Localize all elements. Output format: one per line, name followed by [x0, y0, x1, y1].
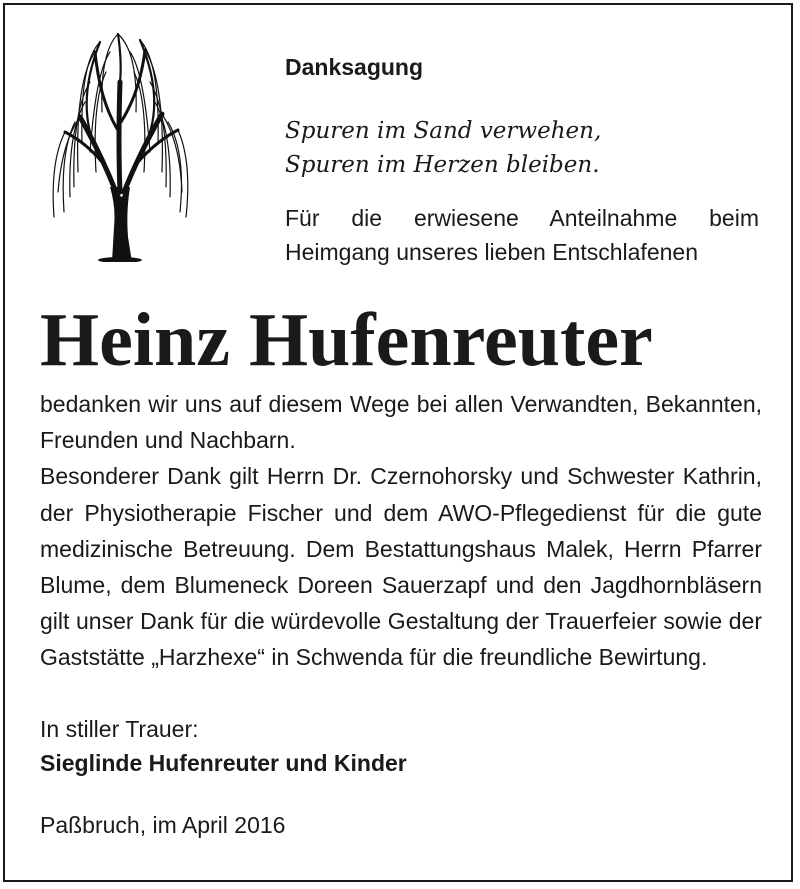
weeping-tree-icon: [40, 22, 200, 262]
intro-text: Für die erwiesene Anteilnahme beim Heimgang unseres lieben Entschlafenen: [285, 205, 759, 265]
body-paragraph: bedanken wir uns auf diesem Wege bei allen Verwandten, Bekannten, Freunden und Nachbarn.: [40, 391, 762, 454]
body-paragraph: Besonderer Dank gilt Herrn Dr. Czernohorsky und Schwester Kathrin, der Physiotherapie Fischer und dem AWO-Pflegedienst für die gute medizinische Betreuung. Dem Bestattungshaus Malek, Herrn Pfarrer Blume, dem Blumeneck Doreen Sauerzapf und den Jagdhornbläsern gilt unser Dank für die würdevolle Gestaltung der Trauerfeier sowie der Gaststätte „Harzhexe“ in Schwenda für die freundliche Bewirtung.: [40, 463, 762, 671]
deceased-name: Heinz Hufenreuter: [40, 298, 653, 382]
thanks-body: [40, 386, 762, 676]
verse-line: Spuren im Sand verwehen,: [285, 118, 602, 144]
mourning-label: In stiller Trauer:: [40, 716, 199, 742]
memorial-verse: [285, 114, 601, 182]
verse-line: Spuren im Herzen bleiben.: [285, 152, 600, 178]
signer-names: Sieglinde Hufenreuter und Kinder: [40, 750, 407, 776]
notice-heading: Danksagung: [285, 54, 424, 80]
place-date: Paßbruch, im April 2016: [40, 812, 286, 838]
